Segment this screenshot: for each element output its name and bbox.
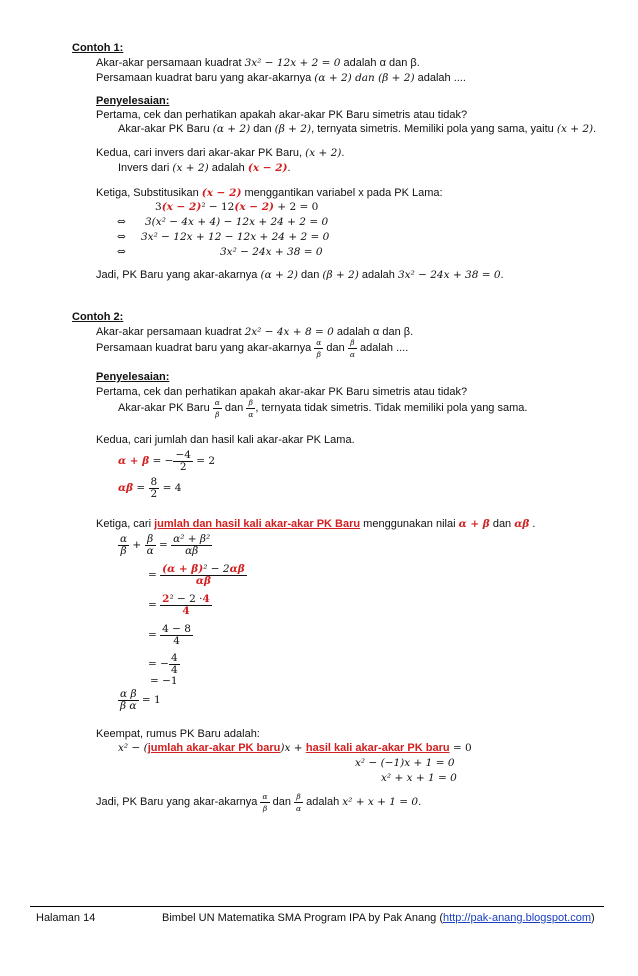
substitution-line-4: 3x² − 24x + 38 = 0 bbox=[220, 246, 323, 258]
example-1-question-line-1: Akar-akar persamaan kuadrat 3x² − 12x + 2 = 0 adalah α dan β. bbox=[96, 57, 420, 69]
example-2-step-1-detail: Akar-akar PK Baru $\frac{\alpha}{\beta}$ dan $\frac{\beta}{\alpha}$ , ternyata tidak simetris. Tidak memiliki pola yang sama. bbox=[118, 397, 528, 419]
example-2-step-2: Kedua, cari jumlah dan hasil kali akar-akar PK Lama. bbox=[96, 434, 355, 446]
new-sum-line-4: = $\frac{4 - 8}{4}$ bbox=[148, 622, 191, 647]
equivalence-arrow: ⇔ bbox=[117, 216, 126, 228]
sum-of-roots: α + β = − $\frac{-4}{2}$ = 2 bbox=[118, 448, 216, 473]
substitution-line-2: 3(x² − 4x + 4) − 12x + 24 + 2 = 0 bbox=[145, 216, 329, 228]
example-2-step-3: Ketiga, cari jumlah dan hasil kali akar-akar PK Baru menggunakan nilai α + β dan αβ . bbox=[96, 518, 536, 530]
page-number: Halaman 14 bbox=[36, 912, 96, 924]
example-1-step-3: Ketiga, Substitusikan (x − 2) menggantikan variabel x pada PK Lama: bbox=[96, 187, 443, 199]
example-2-step-4: Keempat, rumus PK Baru adalah: bbox=[96, 728, 260, 740]
example-2-solution-heading: Penyelesaian: bbox=[96, 371, 170, 383]
new-sum-result: = −1 bbox=[150, 675, 178, 687]
example-2-question-line-2: Persamaan kuadrat baru yang akar-akarnya $\frac{\alpha}{\beta}$ dan $\frac{\beta}{\alpha}$ adalah .... bbox=[96, 337, 409, 359]
footer-link[interactable]: http://pak-anang.blogspot.com bbox=[443, 912, 592, 924]
footer-divider bbox=[30, 906, 604, 907]
example-1-question-line-2: Persamaan kuadrat baru yang akar-akarnya (α + 2) dan (β + 2) adalah .... bbox=[96, 72, 466, 84]
example-1-step-2: Kedua, cari invers dari akar-akar PK Baru, (x + 2). bbox=[96, 147, 345, 159]
new-sum-line-1: $\frac{\alpha}{\beta}$ + $\frac{\beta}{\alpha}$ = $\frac{\text{α² + β²}}{\alpha\beta}$ bbox=[120, 532, 211, 557]
new-product: $\frac{\text{α β}}{\text{β α}}$ = 1 bbox=[120, 687, 161, 712]
example-1-title: Contoh 1: bbox=[72, 42, 124, 54]
substitution-line-1: 3(x − 2)² − 12(x − 2) + 2 = 0 bbox=[155, 201, 319, 213]
example-2-title: Contoh 2: bbox=[72, 311, 124, 323]
equivalence-arrow: ⇔ bbox=[117, 231, 126, 243]
substitution-line-3: 3x² − 12x + 12 − 12x + 24 + 2 = 0 bbox=[141, 231, 330, 243]
new-equation-step-2: x² − (−1)x + 1 = 0 bbox=[355, 757, 455, 769]
new-sum-line-5: = − $\frac{4}{4}$ bbox=[148, 651, 178, 676]
new-sum-line-3: = $\frac{\text{2² − 2 ·4}}{4}$ bbox=[148, 592, 210, 617]
example-1-conclusion: Jadi, PK Baru yang akar-akarnya (α + 2) dan (β + 2) adalah 3x² − 24x + 38 = 0. bbox=[96, 269, 504, 281]
example-2-conclusion: Jadi, PK Baru yang akar-akarnya $\frac{\alpha}{\beta}$ dan $\frac{\beta}{\alpha}$ adalah x² + x + 1 = 0. bbox=[96, 791, 422, 813]
equivalence-arrow: ⇔ bbox=[117, 246, 126, 258]
new-equation-step-3: x² + x + 1 = 0 bbox=[381, 772, 457, 784]
example-2-step-1: Pertama, cek dan perhatikan apakah akar-akar PK Baru simetris atau tidak? bbox=[96, 386, 468, 398]
product-of-roots: αβ = $\frac{8}{2}$ = 4 bbox=[118, 475, 182, 500]
example-1-solution-heading: Penyelesaian: bbox=[96, 95, 170, 107]
new-equation-formula: x² − (jumlah akar-akar PK baru)x + hasil kali akar-akar PK baru = 0 bbox=[118, 742, 472, 754]
example-1-step-2-detail: Invers dari (x + 2) adalah (x − 2). bbox=[118, 162, 291, 174]
example-2-question-line-1: Akar-akar persamaan kuadrat 2x² − 4x + 8 = 0 adalah α dan β. bbox=[96, 326, 414, 338]
example-1-step-1: Pertama, cek dan perhatikan apakah akar-akar PK Baru simetris atau tidak? bbox=[96, 109, 468, 121]
example-1-step-1-detail: Akar-akar PK Baru (α + 2) dan (β + 2), ternyata simetris. Memiliki pola yang sama, yaitu (x + 2). bbox=[118, 123, 597, 135]
new-sum-line-2: = $\frac{\text{(α + β)² − 2αβ}}{\alpha\beta}$ bbox=[148, 562, 245, 587]
footer-text: Bimbel UN Matematika SMA Program IPA by Pak Anang (http://pak-anang.blogspot.com) bbox=[162, 912, 595, 924]
